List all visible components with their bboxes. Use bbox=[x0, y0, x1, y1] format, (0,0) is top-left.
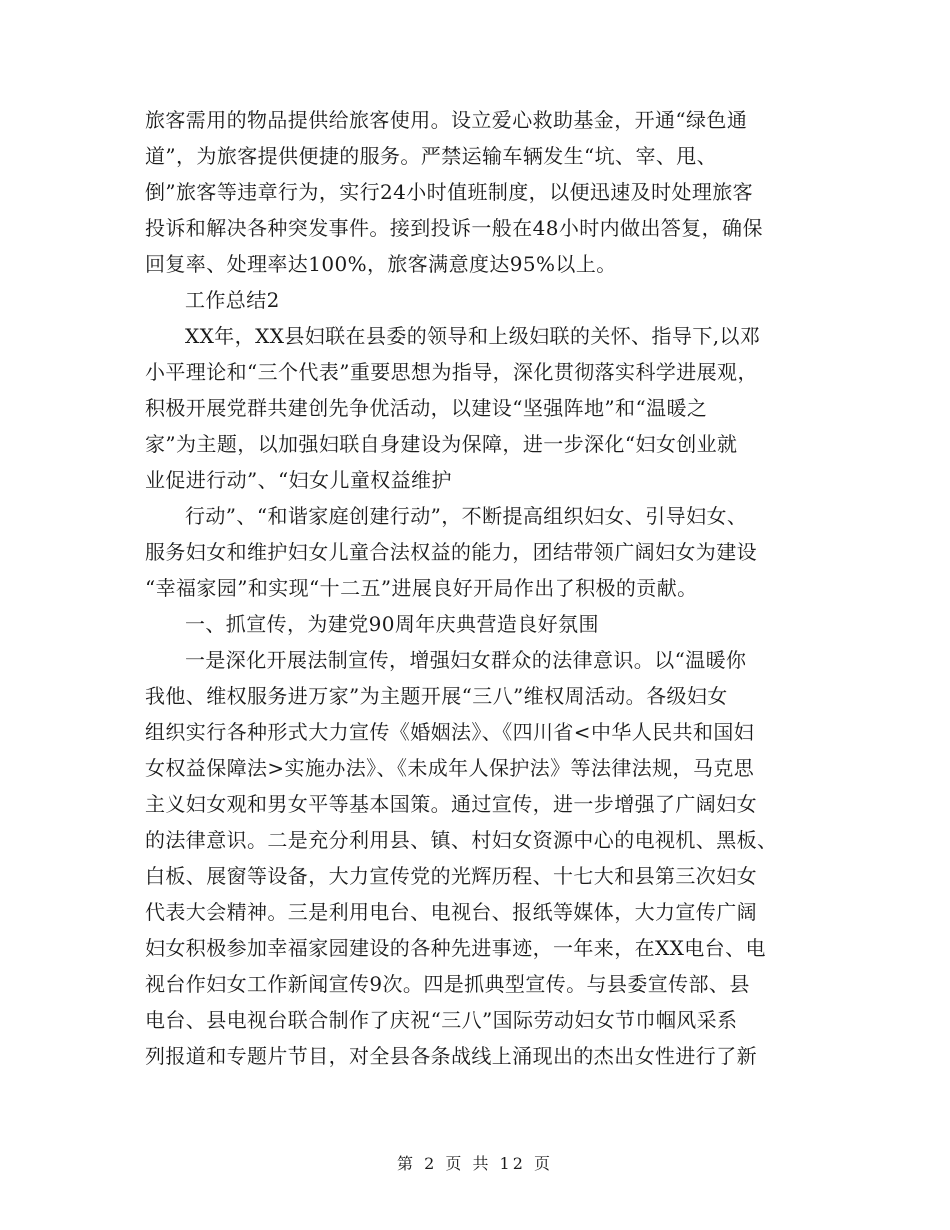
text-line: 投诉和解决各种突发事件。接到投诉一般在48小时内做出答复，确保 bbox=[145, 216, 763, 240]
page-number-footer: 第 2 页 共 12 页 bbox=[397, 1154, 553, 1173]
text-line: 道”，为旅客提供便捷的服务。严禁运输车辆发生“坑、宰、甩、 bbox=[145, 144, 718, 168]
section-heading: 一、抓宣传，为建党90周年庆典营造良好氛围 bbox=[185, 612, 599, 636]
text-line: 服务妇女和维护妇女儿童合法权益的能力，团结带领广阔妇女为建设 bbox=[145, 540, 757, 564]
text-line: “幸福家园”和实现“十二五”进展良好开局作出了积极的贡献。 bbox=[145, 576, 698, 600]
text-line: XX年，XX县妇联在县委的领导和上级妇联的关怀、指导下,以邓 bbox=[185, 324, 761, 348]
text-line: 组织实行各种形式大力宣传《婚姻法》、《四川省<中华人民共和国妇 bbox=[145, 720, 755, 744]
text-line: 小平理论和“三个代表”重要思想为指导，深化贯彻落实科学进展观， bbox=[145, 360, 758, 384]
text-line: 行动”、“和谐家庭创建行动”，不断提高组织妇女、引导妇女、 bbox=[185, 504, 748, 528]
text-line: 我他、维权服务进万家”为主题开展“三八”维权周活动。各级妇女 bbox=[145, 684, 728, 708]
text-line: 电台、县电视台联合制作了庆祝“三八”国际劳动妇女节巾帼风采系 bbox=[145, 1008, 738, 1032]
text-line: 女权益保障法>实施办法》、《未成年人保护法》等法律法规，马克思 bbox=[145, 756, 755, 780]
text-line: 家”为主题，以加强妇联自身建设为保障，进一步深化“妇女创业就 bbox=[145, 432, 738, 456]
text-line: 代表大会精神。三是利用电台、电视台、报纸等媒体，大力宣传广阔 bbox=[145, 900, 757, 924]
text-line: 的法律意识。二是充分利用县、镇、村妇女资源中心的电视机、黑板、 bbox=[145, 828, 778, 852]
text-line: 主义妇女观和男女平等基本国策。通过宣传，进一步增强了广阔妇女 bbox=[145, 792, 757, 816]
text-line: 妇女积极参加幸福家园建设的各种先进事迹，一年来，在XX电台、电 bbox=[145, 936, 766, 960]
text-line: 旅客需用的物品提供给旅客使用。设立爱心救助基金，开通“绿色通 bbox=[145, 108, 748, 132]
text-line: 一是深化开展法制宣传，增强妇女群众的法律意识。以“温暖你 bbox=[185, 648, 747, 672]
text-line: 白板、展窗等设备，大力宣传党的光辉历程、十七大和县第三次妇女 bbox=[145, 864, 757, 888]
text-line: 视台作妇女工作新闻宣传9次。四是抓典型宣传。与县委宣传部、县 bbox=[145, 972, 750, 996]
text-line: 列报道和专题片节目，对全县各条战线上涌现出的杰出女性进行了新 bbox=[145, 1044, 757, 1068]
text-line: 倒”旅客等违章行为，实行24小时值班制度，以便迅速及时处理旅客 bbox=[145, 180, 754, 204]
text-line: 回复率、处理率达100%，旅客满意度达95%以上。 bbox=[145, 252, 617, 276]
text-line: 积极开展党群共建创先争优活动，以建设“坚强阵地”和“温暖之 bbox=[145, 396, 708, 420]
text-line: 业促进行动”、“妇女儿童权益维护 bbox=[145, 468, 452, 492]
section-heading: 工作总结2 bbox=[185, 288, 280, 312]
